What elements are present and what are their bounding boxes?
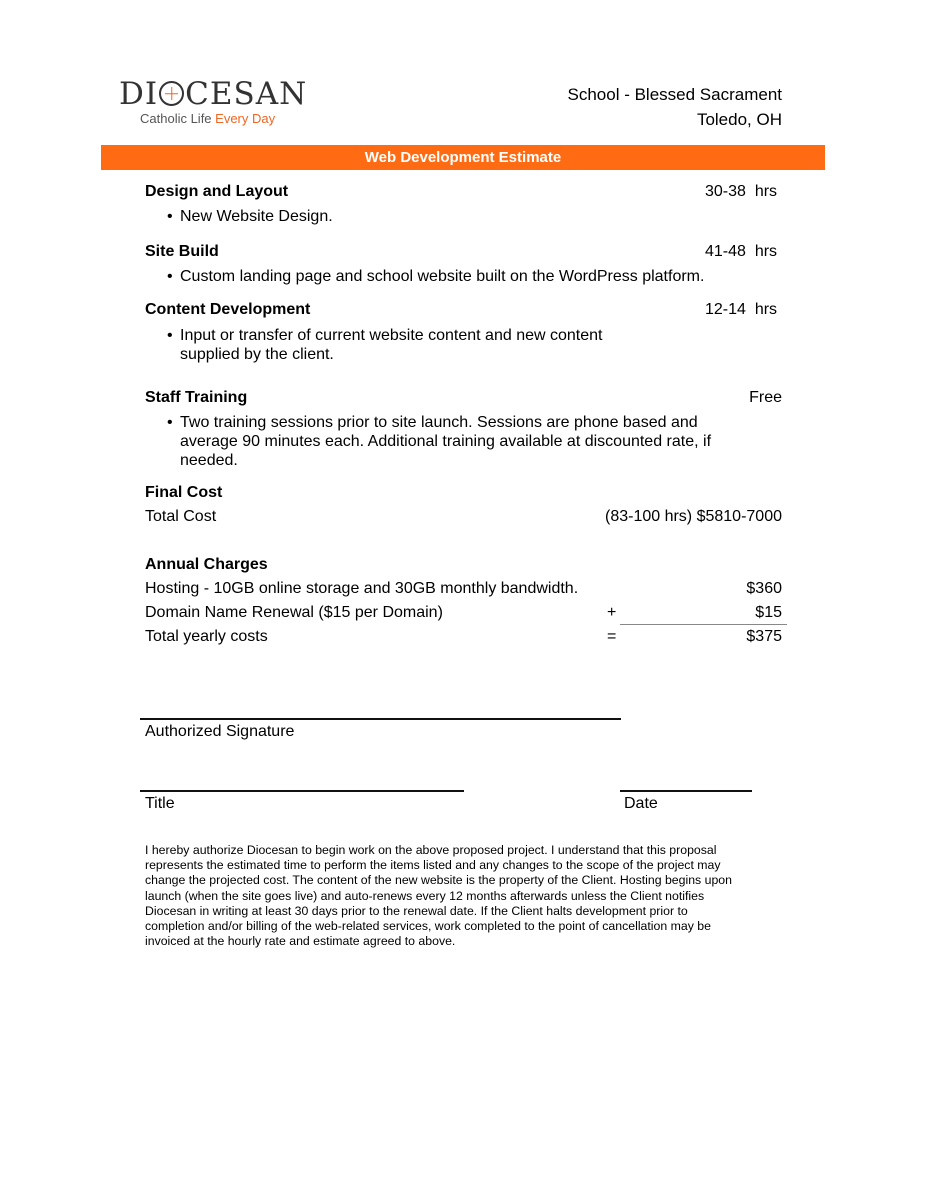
hours-value: 12-14 [705, 301, 746, 318]
section-hours-content [705, 301, 777, 319]
hours-value: 41-48 [705, 243, 746, 260]
logo-tagline [140, 111, 275, 126]
cross-icon [159, 81, 184, 106]
terms-line: Diocesan in writing at least 30 days prior to the renewal date. If the Client halts development prior to [145, 903, 688, 918]
date-line[interactable] [620, 790, 752, 792]
hours-unit: hrs [754, 301, 778, 318]
tagline-accent: Every Day [215, 111, 276, 126]
tagline-plain: Catholic Life [140, 111, 216, 126]
domain-renewal-value: $15 [755, 604, 782, 621]
client-name: School - Blessed Sacrament [567, 85, 782, 104]
sum-divider [620, 624, 787, 625]
logo-word-end: CESAN [185, 76, 308, 112]
hours-value: 30-38 [705, 183, 746, 200]
terms-line: change the projected cost. The content of the new website is the property of the Client. Hosting begins upon [145, 873, 732, 888]
total-yearly-value: $375 [746, 628, 782, 645]
bullet-line: Input or transfer of current website content and new content [180, 327, 603, 344]
annual-charges-heading: Annual Charges [145, 556, 268, 573]
section-hours-design [705, 183, 777, 201]
title-label: Title [145, 795, 175, 812]
hosting-value: $360 [746, 580, 782, 597]
authorization-terms [145, 843, 785, 949]
terms-line: represents the estimated time to perform the items listed and any changes to the scope of the project may [145, 858, 721, 873]
title-line[interactable] [140, 790, 464, 792]
section-title-training: Staff Training [145, 389, 248, 406]
bullet-line: Two training sessions prior to site launch. Sessions are phone based and [180, 414, 698, 431]
terms-line: launch (when the site goes live) and auto-renews every 12 months afterwards unless the Client notifies [145, 888, 705, 903]
domain-renewal-label: Domain Name Renewal ($15 per Domain) [145, 604, 443, 621]
total-yearly-label: Total yearly costs [145, 628, 268, 645]
section-price-training: Free [749, 389, 782, 406]
section-title-design: Design and Layout [145, 183, 289, 200]
bullet-line: needed. [180, 452, 238, 469]
plus-operator: + [607, 604, 617, 621]
equals-operator: = [607, 628, 617, 645]
bullet-line: average 90 minutes each. Additional training available at discounted rate, if [180, 433, 712, 450]
terms-line: I hereby authorize Diocesan to begin work on the above proposed project. I understand that this proposal [145, 843, 717, 857]
total-cost-label: Total Cost [145, 508, 217, 525]
bullet-icon: • [167, 208, 173, 225]
date-label: Date [624, 795, 658, 812]
estimate-banner: Web Development Estimate [101, 145, 825, 170]
terms-line: completion and/or billing of the web-related services, work completed to the point of cancellation may be [145, 919, 711, 934]
bullet-icon: • [167, 268, 173, 285]
hours-unit: hrs [754, 243, 778, 260]
bullet-icon: • [167, 414, 173, 431]
bullet-line: New Website Design. [180, 208, 333, 225]
terms-line: invoiced at the hourly rate and estimate agreed to above. [145, 934, 456, 949]
total-cost-value: (83-100 hrs) $5810-7000 [604, 508, 782, 525]
section-title-site-build: Site Build [145, 243, 219, 260]
authorized-signature-label: Authorized Signature [145, 723, 295, 740]
logo-word-start: DI [119, 76, 159, 112]
section-hours-site-build [705, 243, 777, 261]
bullet-icon: • [167, 327, 173, 344]
signature-line[interactable] [140, 718, 621, 720]
hosting-label: Hosting - 10GB online storage and 30GB monthly bandwidth. [145, 580, 579, 597]
diocesan-logo [119, 76, 307, 112]
section-title-content: Content Development [145, 301, 311, 318]
bullet-line: Custom landing page and school website built on the WordPress platform. [180, 268, 705, 285]
bullet-line: supplied by the client. [180, 346, 334, 363]
hours-unit: hrs [754, 183, 778, 200]
client-location: Toledo, OH [696, 110, 782, 129]
final-cost-heading: Final Cost [145, 484, 223, 501]
